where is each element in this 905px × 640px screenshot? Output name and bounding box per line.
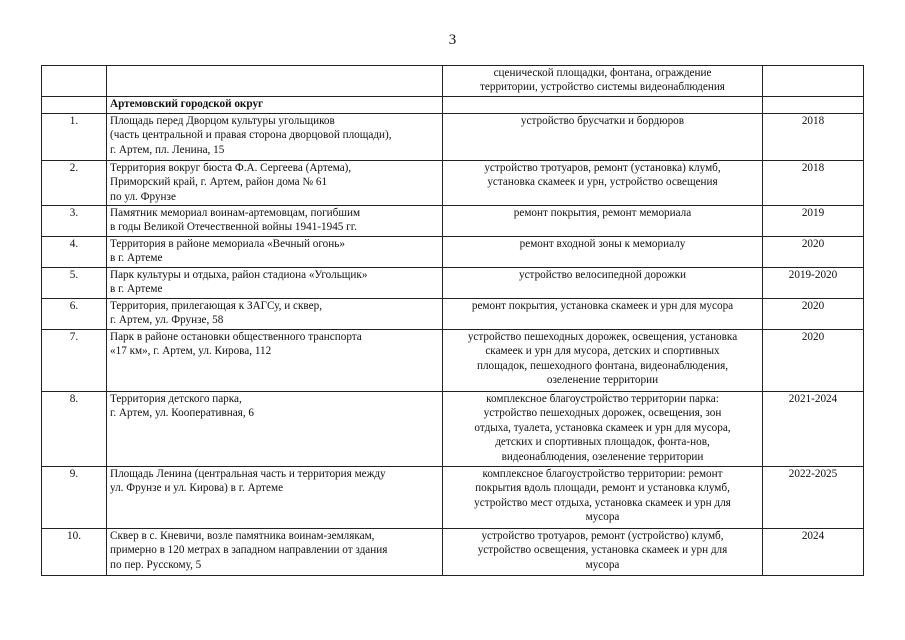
cell-year (763, 467, 864, 529)
cell-num (42, 66, 107, 97)
object-line: в годы Великой Отечественной войны 1941-1945 гг. (110, 221, 357, 234)
cell-num (42, 114, 107, 161)
object-line: «17 км», г. Артем, ул. Кирова, 112 (110, 345, 272, 358)
work-line: устройство велосипедной дорожки (518, 269, 686, 281)
row-year: 2020 (801, 300, 825, 312)
row-number: 3. (69, 207, 79, 219)
cell-object (107, 529, 443, 576)
section-row (42, 97, 864, 114)
cell-work (443, 392, 763, 467)
work-line: скамеек и урн для мусора, детских и спортивных (485, 345, 720, 358)
work-line: устройство брусчатки и бордюров (520, 115, 685, 127)
cell-object (107, 330, 443, 392)
cell-object (107, 114, 443, 161)
row-number: 6. (69, 300, 79, 312)
object-line: Территория вокруг бюста Ф.А. Сергеева (Артема), (110, 162, 352, 174)
object-line: Памятник мемориал воинам-артемовцам, погибшим (110, 207, 361, 219)
cell-work (443, 161, 763, 206)
cell-work (443, 529, 763, 576)
cell-work (443, 97, 763, 114)
cell-object (107, 467, 443, 529)
cell-year (763, 114, 864, 161)
cell-num (42, 268, 107, 299)
object-line: Площадь перед Дворцом культуры угольщиков (110, 115, 335, 127)
row-year: 2021-2024 (788, 393, 838, 405)
object-line: г. Артем, ул. Кооперативная, 6 (110, 407, 255, 420)
work-line: детских и спортивных площадок, фонта-нов, (495, 436, 710, 449)
object-line: г. Артем, ул. Фрунзе, 58 (110, 314, 224, 327)
cell-year (763, 268, 864, 299)
cell-work (443, 114, 763, 161)
cell-work (443, 237, 763, 268)
work-line: видеонаблюдения, озеленение территории (501, 450, 704, 463)
cell-num (42, 299, 107, 330)
cell-year (763, 529, 864, 576)
table-row (42, 114, 864, 161)
cell-year (763, 97, 864, 114)
row-number: 9. (69, 468, 79, 480)
page-number: 3 (448, 32, 457, 48)
section-title: Артемовский городской округ (107, 97, 443, 114)
object-line: по пер. Русскому, 5 (110, 558, 202, 571)
work-line: площадок, пешеходного фонтана, видеонаблюдения, (476, 359, 729, 372)
row-number: 10. (67, 530, 81, 542)
table-row (42, 206, 864, 237)
work-line: ремонт покрытия, ремонт мемориала (513, 207, 692, 219)
cell-num (42, 529, 107, 576)
cell-year (763, 206, 864, 237)
row-number: 1. (69, 115, 79, 127)
cell-num (42, 206, 107, 237)
object-line: Территория в районе мемориала «Вечный огонь» (110, 238, 345, 250)
row-year: 2018 (801, 162, 825, 174)
cell-object (107, 206, 443, 237)
continuation-row (42, 66, 864, 97)
cell-object (107, 237, 443, 268)
cell-num (42, 392, 107, 467)
cell-work (443, 206, 763, 237)
object-line: ул. Фрунзе и ул. Кирова) в г. Артеме (110, 482, 284, 495)
row-number: 5. (69, 269, 79, 281)
work-line: устройство мест отдыха, установка скамеек и урн для (474, 496, 731, 509)
cell-year (763, 392, 864, 467)
cell-work (443, 299, 763, 330)
cell-work (443, 330, 763, 392)
table-row (42, 529, 864, 576)
cell-work (443, 66, 763, 97)
work-line: сценической площадки, фонтана, ограждение (493, 67, 712, 79)
object-line: Сквер в с. Кневичи, возле памятника воинам-землякам, (110, 530, 375, 542)
cell-object (107, 392, 443, 467)
work-line: мусора (585, 558, 620, 571)
cell-year (763, 66, 864, 97)
cell-object (107, 66, 443, 97)
work-line: покрытия вдоль площади, ремонт и установка клумб, (475, 482, 730, 495)
object-line: в г. Артеме (110, 252, 163, 265)
object-line: г. Артем, пл. Ленина, 15 (110, 143, 225, 156)
row-number: 2. (69, 162, 79, 174)
cell-num (42, 161, 107, 206)
work-line: ремонт покрытия, установка скамеек и урн для мусора (471, 300, 734, 312)
table-row (42, 467, 864, 529)
object-line: (часть центральной и правая сторона дворцовой площади), (110, 129, 392, 142)
table-row (42, 299, 864, 330)
object-line: Площадь Ленина (центральная часть и территория между (110, 468, 386, 480)
work-line: территории, устройство системы видеонаблюдения (480, 81, 725, 94)
object-line: по ул. Фрунзе (110, 190, 176, 203)
cell-object (107, 299, 443, 330)
row-year: 2020 (801, 238, 825, 250)
table-row (42, 392, 864, 467)
row-number: 4. (69, 238, 79, 250)
object-line: Парк культуры и отдыха, район стадиона «Угольщик» (110, 269, 368, 281)
cell-year (763, 161, 864, 206)
object-line: Парк в районе остановки общественного транспорта (110, 331, 362, 343)
cell-work (443, 268, 763, 299)
table-row (42, 161, 864, 206)
work-line: установка скамеек и урн, устройство освещения (487, 176, 718, 189)
work-line: устройство тротуаров, ремонт (установка) клумб, (484, 162, 721, 174)
cell-year (763, 299, 864, 330)
work-line: мусора (585, 511, 620, 524)
work-line: устройство освещения, установка скамеек и урн для (477, 544, 728, 557)
work-line: отдыха, туалета, установка скамеек и урн для мусора, (474, 421, 731, 434)
object-line: Территория детского парка, (110, 393, 242, 405)
cell-object (107, 161, 443, 206)
object-line: примерно в 120 метрах в западном направлении от здания (110, 544, 388, 557)
row-number: 7. (69, 331, 79, 343)
row-number: 8. (69, 393, 79, 405)
work-line: устройство пешеходных дорожек, освещения, установка (467, 331, 738, 343)
cell-num (42, 467, 107, 529)
row-year: 2019-2020 (788, 269, 838, 281)
work-line: устройство пешеходных дорожек, освещения, зон (483, 407, 722, 420)
table-row (42, 237, 864, 268)
row-year: 2020 (801, 331, 825, 343)
work-line: комплексное благоустройство территории парка: (486, 393, 719, 405)
row-year: 2018 (801, 115, 825, 127)
object-line: в г. Артеме (110, 283, 163, 296)
cell-work (443, 467, 763, 529)
table-row (42, 268, 864, 299)
work-line: озеленение территории (546, 374, 659, 387)
improvement-table (41, 65, 864, 576)
cell-object (107, 268, 443, 299)
cell-year (763, 237, 864, 268)
object-line: Приморский край, г. Артем, район дома № 61 (110, 176, 328, 189)
cell-year (763, 330, 864, 392)
row-year: 2022-2025 (788, 468, 838, 480)
work-line: ремонт входной зоны к мемориалу (519, 238, 686, 250)
cell-num (42, 330, 107, 392)
object-line: Территория, прилегающая к ЗАГСу, и сквер, (110, 300, 322, 312)
row-year: 2019 (801, 207, 825, 219)
work-line: комплексное благоустройство территории: ремонт (482, 468, 723, 480)
work-line: устройство тротуаров, ремонт (устройство) клумб, (481, 530, 724, 542)
cell-num (42, 97, 107, 114)
cell-num (42, 237, 107, 268)
table-row (42, 330, 864, 392)
row-year: 2024 (801, 530, 825, 542)
